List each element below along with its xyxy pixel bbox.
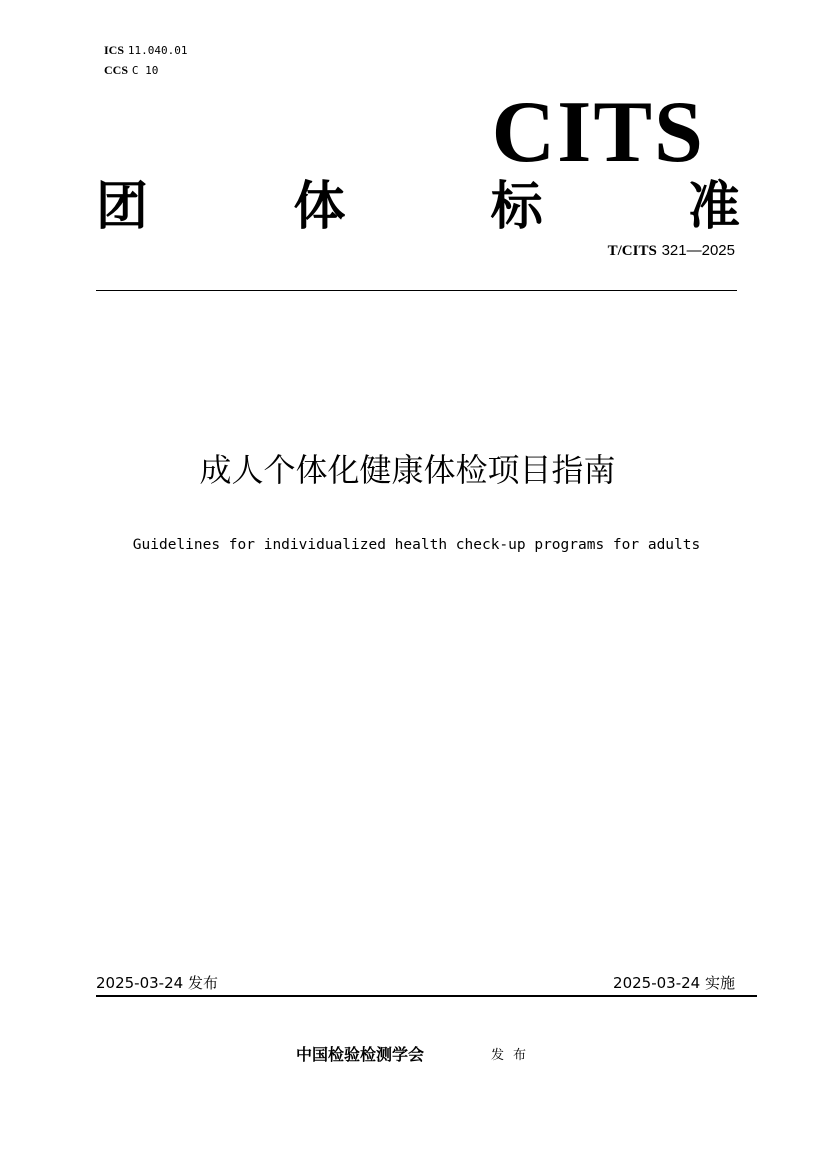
standard-type-char: 标 — [490, 176, 543, 237]
ics-value: 11.040.01 — [127, 44, 188, 57]
standard-type-char: 体 — [293, 176, 346, 237]
ics-code — [104, 43, 187, 58]
ics-label: ICS — [104, 43, 125, 57]
standard-type-char: 团 — [96, 176, 149, 237]
standard-type-char: 准 — [687, 176, 740, 237]
standard-type-heading — [96, 176, 740, 238]
standard-number-prefix: T/CITS — [607, 243, 657, 259]
ccs-label: CCS — [104, 63, 129, 77]
brand-logo-text: CITS — [491, 84, 705, 181]
title-english: Guidelines for individualized health check-up programs for adults — [132, 537, 701, 553]
top-divider — [96, 290, 737, 291]
publisher-name: 中国检验检测学会 — [296, 1045, 425, 1064]
ccs-code — [104, 63, 158, 78]
publish-action: 发布 — [491, 1048, 536, 1063]
ccs-value: C 10 — [131, 64, 159, 77]
standard-number — [608, 240, 735, 261]
standard-number-value: 321—2025 — [661, 242, 735, 259]
issue-date: 2025-03-24 发布 — [96, 974, 218, 992]
bottom-divider — [96, 995, 757, 997]
title-chinese: 成人个体化健康体检项目指南 — [199, 451, 616, 489]
implementation-date: 2025-03-24 实施 — [613, 974, 735, 992]
